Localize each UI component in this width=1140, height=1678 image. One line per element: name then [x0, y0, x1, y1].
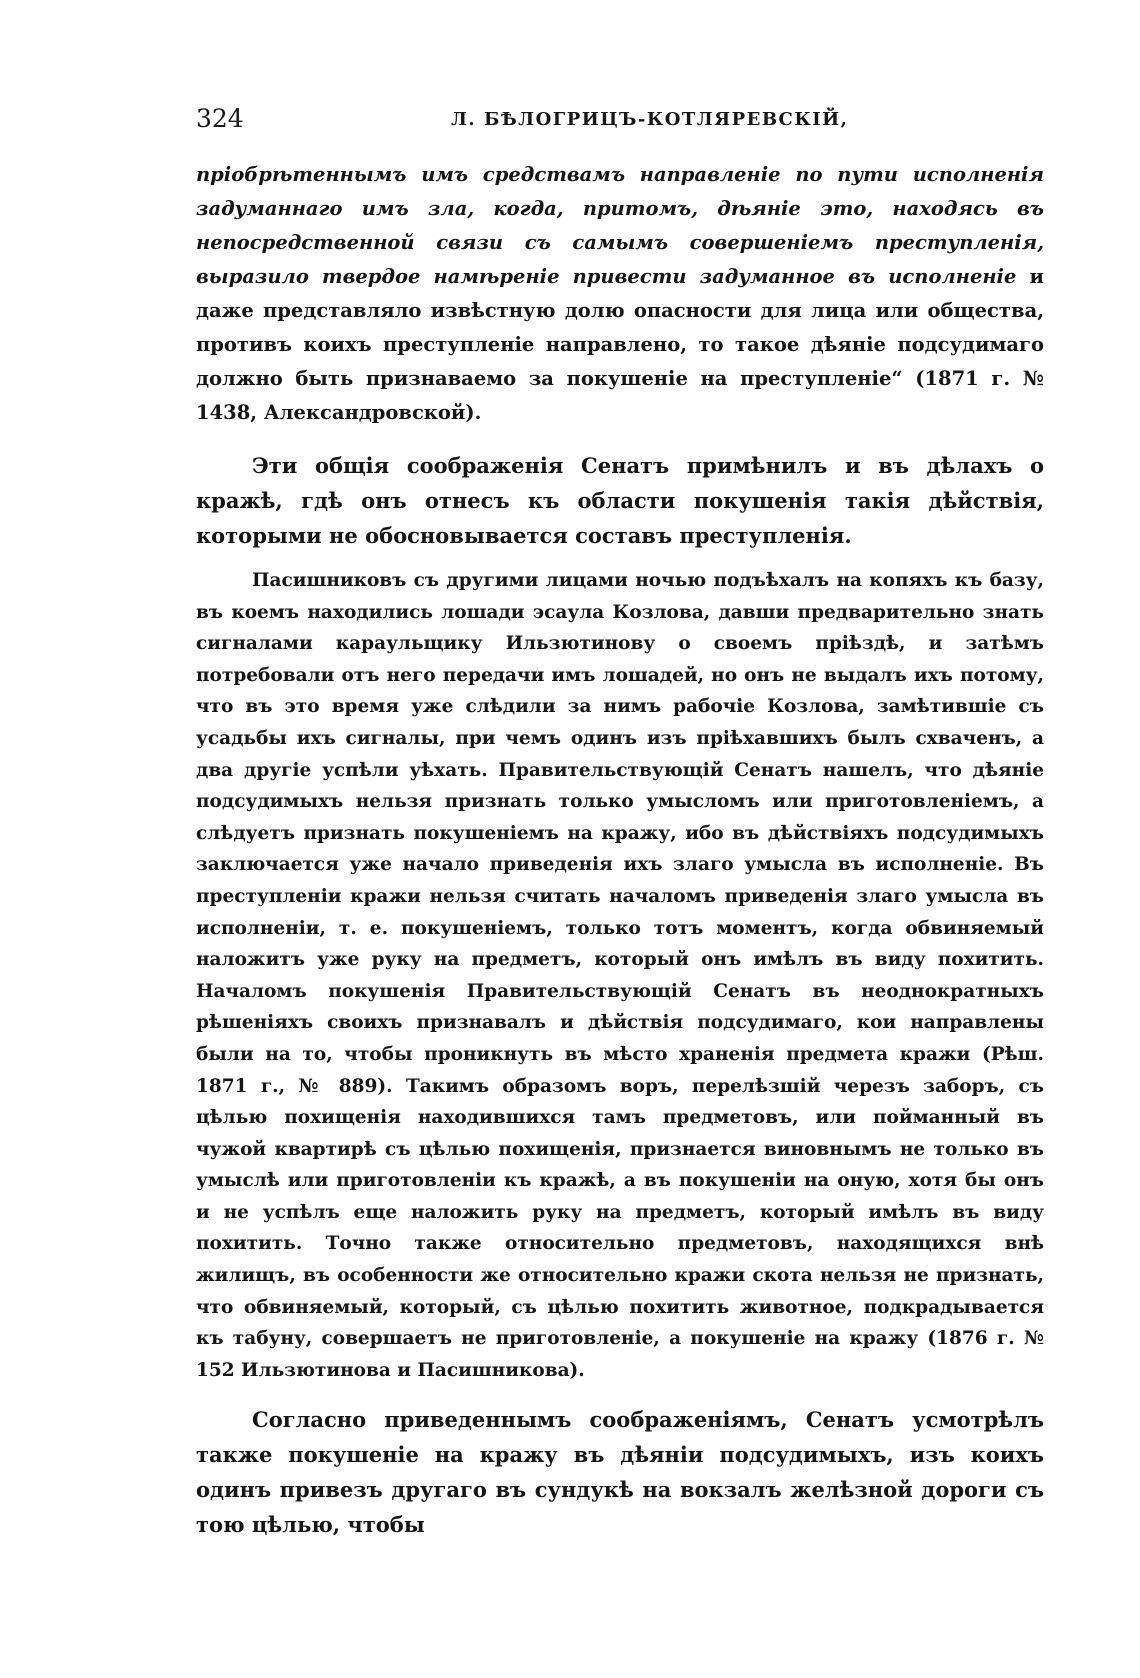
quote-regular-text: и даже представляло извѣстную долю опасности для лица или общества, противъ коихъ преступленіе направлено, то такое дѣяніе подсудимаго должно быть признаваемо за покушеніе на преступленіе“ (1871 г. № 1438, Александровской).: [196, 265, 1044, 424]
senate-also-paragraph: Согласно приведеннымъ соображеніямъ, Сенатъ усмотрѣлъ также покушеніе на кражу въ дѣяніи подсудимыхъ, изъ коихъ одинъ привезъ другаго въ сундукѣ на вокзалъ желѣзной дороги съ тою цѣлью, чтобы: [196, 1407, 1044, 1538]
running-head: Л. БѢЛОГРИЦЪ-КОТЛЯРЕВСКІЙ,: [451, 109, 849, 130]
quote-paragraph: [196, 158, 1044, 430]
page-header: [196, 104, 1046, 144]
page-body: [196, 158, 1044, 1542]
page-number: 324: [196, 104, 244, 133]
quote-italic-text: пріобрѣтеннымъ имъ средствамъ направленіе по пути исполненія задуманнаго имъ зла, когда, притомъ, дѣяніе это, находясь въ непосредственной связи съ самымъ совершеніемъ преступленія, выразило твердое намѣреніе привести задуманное въ исполненіе: [196, 163, 1044, 288]
pasishnikov-case-paragraph: Пасишниковъ съ другими лицами ночью подъѣхалъ на копяхъ къ базу, въ коемъ находились лошади эсаула Козлова, давши предварительно знать сигналами караульщику Ильзютинову о своемъ пріѣздѣ, и затѣмъ потребовали отъ него передачи имъ лошадей, но онъ не выдалъ ихъ потому, что въ это время уже слѣдили за нимъ рабочіе Козлова, замѣтившіе съ усадьбы ихъ сигналы, при чемъ одинъ изъ пріѣхавшихъ былъ схваченъ, а два другіе успѣли уѣхать. Правительствующій Сенатъ нашелъ, что дѣяніе подсудимыхъ нельзя признать только умысломъ или приготовленіемъ, а слѣдуетъ признать покушеніемъ на кражу, ибо въ дѣйствіяхъ подсудимыхъ заключается уже начало приведенія ихъ злаго умысла въ исполненіе. Въ преступленіи кражи нельзя считать началомъ приведенія злаго умысла въ исполненіи, т. е. покушеніемъ, только тотъ моментъ, когда обвиняемый наложитъ уже руку на предметъ, который онъ имѣлъ въ виду похитить. Началомъ покушенія Правительствующій Сенатъ въ неоднократныхъ рѣшеніяхъ своихъ признавалъ и дѣйствія подсудимаго, кои направлены были на то, чтобы проникнуть въ мѣсто храненія предмета кражи (Рѣш. 1871 г., № 889). Такимъ образомъ воръ, перелѣзшій черезъ заборъ, съ цѣлью похищенія находившихся тамъ предметовъ, или пойманный въ чужой квартирѣ съ цѣлью похищенія, признается виновнымъ не только въ умыслѣ или приготовленіи къ кражѣ, а въ покушеніи на оную, хотя бы онъ и не успѣлъ еще наложить руку на предметъ, который имѣлъ въ виду похитить. Точно также относительно предметовъ, находящихся внѣ жилищъ, въ особенности же относительно кражи скота нельзя не признать, что обвиняемый, который, съ цѣлью похитить животное, подкрадывается къ табуну, совершаетъ не приготовленіе, а покушеніе на кражу (1876 г. № 152 Ильзютинова и Пасишникова).: [196, 570, 1044, 1381]
senate-general-paragraph: Эти общія соображенія Сенатъ примѣнилъ и въ дѣлахъ о кражѣ, гдѣ онъ отнесъ къ области покушенія такія дѣйствія, которыми не обосновывается составъ преступленія.: [196, 453, 1044, 548]
